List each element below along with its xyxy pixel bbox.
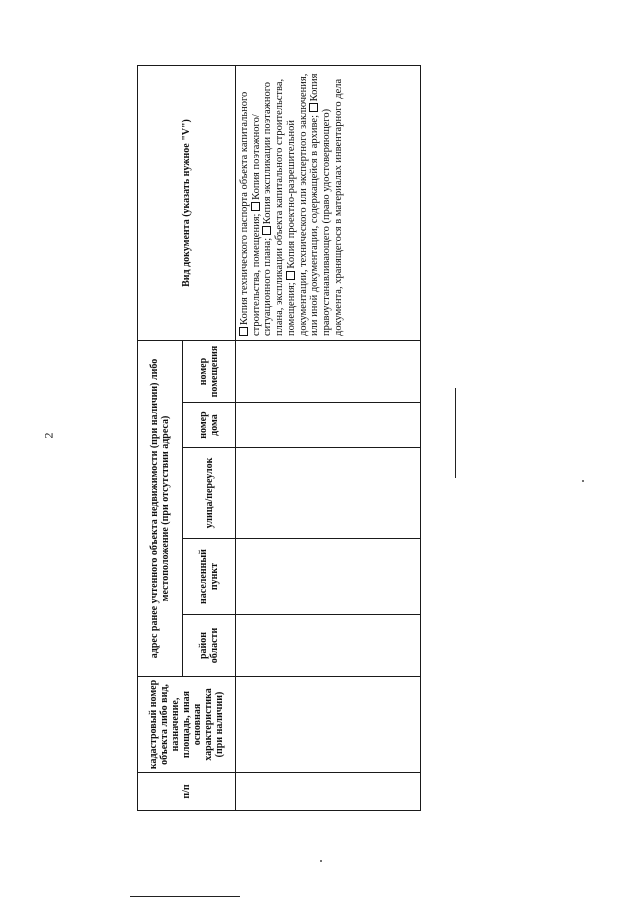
header-doc-type: Вид документа (указать нужное "V") — [138, 66, 236, 341]
margin-line — [455, 388, 456, 478]
option-project-docs-label: Копия проектно-разрешительной документации, технического или экспертного заключения, или иной документации, содержащейся в архиве; — [285, 73, 321, 336]
header-house: номер дома — [183, 403, 236, 448]
cell-district[interactable] — [236, 615, 421, 677]
cell-settlement[interactable] — [236, 539, 421, 615]
document-request-table-wrapper — [137, 66, 420, 811]
option-title-document-label: Копия правоустанавливающего (право удостоверяющего) документа, хранящегося в материалах инвентарного дела — [309, 73, 344, 336]
checkbox-project-docs[interactable] — [286, 271, 295, 280]
cell-house[interactable] — [236, 403, 421, 448]
header-index: п/п — [138, 773, 236, 811]
document-type-options — [236, 66, 421, 341]
document-request-table — [137, 65, 421, 811]
header-district: район области — [183, 615, 236, 677]
cell-premises[interactable] — [236, 341, 421, 403]
option-floor-plan-label: Копия поэтажного/ситуационного плана; — [250, 114, 274, 336]
header-address-group: адрес ранее учтенного объекта недвижимости (при наличии) либо местоположение (при отсутствии адреса) — [138, 341, 183, 677]
page-number: 2 — [41, 432, 56, 439]
checkbox-title-document[interactable] — [309, 103, 318, 112]
header-street: улица/переулок — [183, 448, 236, 539]
scan-speck — [320, 860, 322, 862]
bottom-line — [130, 896, 240, 897]
scan-speck — [582, 480, 584, 482]
header-settlement: населенный пункт — [183, 539, 236, 615]
option-tech-passport-label: Копия технического паспорта объекта капитального строительства, помещения; — [239, 91, 262, 336]
header-premises: номер помещения — [183, 341, 236, 403]
checkbox-explication[interactable] — [262, 226, 271, 235]
checkbox-tech-passport[interactable] — [239, 327, 248, 336]
header-cadastral: кадастровый номер объекта либо вид, назначение, площадь, иная основная характеристика (при наличии) — [138, 677, 236, 773]
cell-street[interactable] — [236, 448, 421, 539]
checkbox-floor-plan[interactable] — [251, 202, 260, 211]
cell-cadastral[interactable] — [236, 677, 421, 773]
option-explication-label: Копия экспликации поэтажного плана, экспликации объекта капитального строительства, помещения; — [262, 78, 297, 336]
cell-index[interactable] — [236, 773, 421, 811]
